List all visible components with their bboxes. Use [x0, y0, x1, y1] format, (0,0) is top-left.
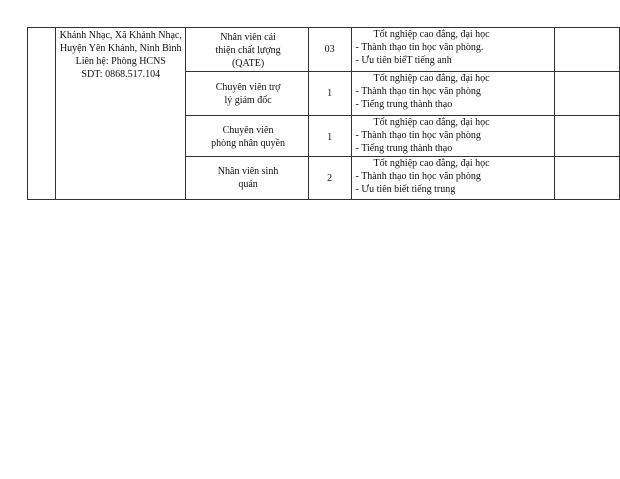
table-row	[28, 28, 620, 72]
requirement-line: - Thành thạo tin học văn phòng	[355, 130, 481, 141]
requirement-line: Tốt nghiệp cao đẳng, đại học	[373, 73, 490, 84]
quantity-cell: 1	[308, 72, 351, 116]
requirement-line: - Thành thạo tin học văn phòng.	[355, 42, 484, 53]
notes-cell	[555, 72, 620, 116]
requirements-cell	[351, 157, 555, 200]
notes-cell	[555, 28, 620, 72]
position-line: Chuyên viên	[222, 125, 274, 136]
recruitment-table	[27, 27, 620, 200]
position-line: (QATE)	[231, 58, 265, 69]
notes-cell	[555, 157, 620, 200]
position-line: phòng nhân quyền	[211, 138, 285, 149]
company-phone: SDT: 0868.517.104	[81, 69, 161, 80]
requirement-line: - Ưu tiên biếT tiếng anh	[355, 55, 452, 66]
quantity-cell: 03	[308, 28, 351, 72]
quantity-cell: 1	[308, 116, 351, 157]
position-line: Nhân viên sinh	[217, 166, 279, 177]
position-line: Nhân viên cải	[220, 32, 276, 43]
quantity-cell: 2	[308, 157, 351, 200]
requirement-line: - Tiếng trung thành thạo	[355, 99, 453, 110]
index-cell	[28, 28, 56, 200]
requirement-line: Tốt nghiệp cao đẳng, đại học	[373, 158, 490, 169]
requirement-line: - Thành thạo tin học văn phòng	[355, 86, 481, 97]
company-address-line1: Khánh Nhạc, Xã Khánh Nhạc,	[59, 30, 182, 41]
position-line: quản	[238, 179, 258, 190]
position-cell	[186, 72, 308, 116]
requirement-line: - Ưu tiên biết tiếng trung	[355, 184, 456, 195]
position-line: Chuyên viên trợ	[215, 82, 281, 93]
requirements-cell	[351, 72, 555, 116]
requirement-line: Tốt nghiệp cao đẳng, đại học	[373, 29, 490, 40]
position-line: thiện chất lượng	[215, 45, 281, 56]
position-cell	[186, 28, 308, 72]
position-cell	[186, 116, 308, 157]
notes-cell	[555, 116, 620, 157]
company-address-line2: Huyện Yên Khánh, Ninh Bình	[59, 43, 182, 54]
position-line: lý giám đốc	[224, 95, 272, 106]
requirement-line: - Thành thạo tin học văn phòng	[355, 171, 481, 182]
company-contact: Liên hệ: Phòng HCNS	[75, 56, 166, 67]
requirements-cell	[351, 116, 555, 157]
company-info-cell	[56, 28, 186, 200]
requirement-line: Tốt nghiệp cao đẳng, đại học	[373, 117, 490, 128]
position-cell	[186, 157, 308, 200]
requirement-line: - Tiếng trung thành thạo	[355, 143, 453, 154]
requirements-cell	[351, 28, 555, 72]
